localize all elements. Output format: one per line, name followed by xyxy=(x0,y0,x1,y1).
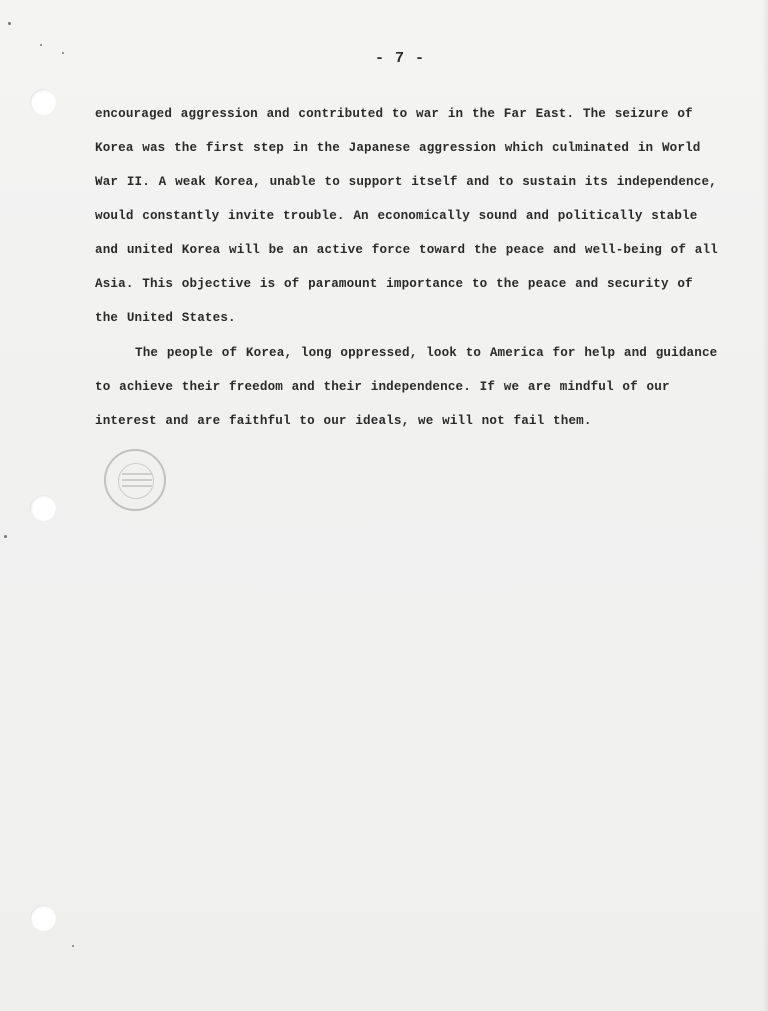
text-line: to achieve their freedom and their independence. If we are mindful of our xyxy=(95,380,670,394)
paragraph-1 xyxy=(95,97,735,335)
text-line: Asia. This objective is of paramount importance to the peace and security of xyxy=(95,277,693,291)
stamp-mark xyxy=(122,473,152,475)
text-line: interest and are faithful to our ideals, we will not fail them. xyxy=(95,414,592,428)
scan-speck xyxy=(72,945,74,947)
text-line: the United States. xyxy=(95,311,236,325)
scan-speck xyxy=(62,52,64,54)
punch-hole-bottom xyxy=(30,905,56,931)
punch-hole-top xyxy=(30,89,56,115)
library-stamp-icon xyxy=(104,449,166,511)
stamp-mark xyxy=(122,485,152,487)
scan-speck xyxy=(8,22,11,25)
scan-speck xyxy=(40,44,42,46)
scan-speck xyxy=(4,535,7,538)
stamp-mark xyxy=(122,479,152,481)
punch-hole-middle xyxy=(30,495,56,521)
text-line: War II. A weak Korea, unable to support itself and to sustain its independence, xyxy=(95,175,717,189)
document-body xyxy=(95,97,735,438)
paragraph-2 xyxy=(95,336,735,438)
text-line: would constantly invite trouble. An economically sound and politically stable xyxy=(95,209,698,223)
page-edge-shadow xyxy=(762,0,768,1011)
stamp-inner-ring xyxy=(118,463,154,499)
text-line: encouraged aggression and contributed to war in the Far East. The seizure of xyxy=(95,107,693,121)
text-line: and united Korea will be an active force toward the peace and well-being of all xyxy=(95,243,718,257)
text-line: Korea was the first step in the Japanese aggression which culminated in World xyxy=(95,141,701,155)
page-number: - 7 - xyxy=(374,50,425,67)
text-line: The people of Korea, long oppressed, look to America for help and guidance xyxy=(135,346,718,360)
